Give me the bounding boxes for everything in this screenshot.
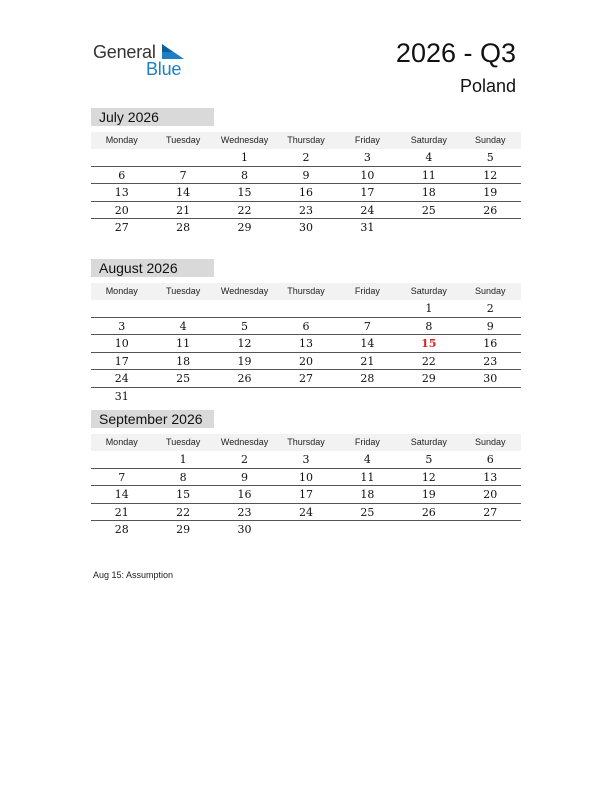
day-cell bbox=[398, 521, 459, 538]
month-title: September 2026 bbox=[91, 410, 214, 428]
day-cell: 16 bbox=[237, 488, 252, 501]
weekday-label: Thursday bbox=[287, 135, 325, 145]
day-cell: 17 bbox=[360, 186, 375, 199]
day-cell: 2 bbox=[241, 453, 249, 466]
day-cell: 13 bbox=[114, 186, 129, 199]
day-cell: 27 bbox=[483, 505, 498, 519]
day-cell: 5 bbox=[425, 453, 433, 466]
day-cell: 11 bbox=[360, 470, 375, 484]
weekday-header-row bbox=[91, 132, 521, 149]
day-cell: 8 bbox=[241, 168, 249, 182]
day-cell bbox=[91, 300, 152, 317]
weekday-label: Monday bbox=[105, 286, 138, 296]
day-cell: 20 bbox=[298, 354, 313, 368]
day-cell: 31 bbox=[360, 221, 375, 234]
weekday-label: Wednesday bbox=[220, 437, 269, 447]
day-cell: 8 bbox=[179, 470, 187, 484]
day-cell: 29 bbox=[237, 221, 252, 234]
day-cell: 4 bbox=[425, 151, 433, 164]
day-cell bbox=[337, 388, 398, 405]
day-cell: 4 bbox=[179, 319, 187, 333]
day-cell bbox=[91, 149, 152, 166]
day-cell: 19 bbox=[483, 186, 498, 199]
day-cell: 26 bbox=[483, 203, 498, 217]
day-cell bbox=[214, 388, 275, 405]
day-cell: 28 bbox=[176, 221, 191, 234]
weekday-header-row bbox=[91, 283, 521, 300]
week-row bbox=[91, 318, 521, 336]
day-cell bbox=[275, 388, 336, 405]
day-cell: 1 bbox=[179, 453, 187, 466]
day-cell: 25 bbox=[360, 505, 375, 519]
weekday-header-row bbox=[91, 434, 521, 451]
week-row bbox=[91, 202, 521, 220]
weekday-label: Tuesday bbox=[166, 286, 201, 296]
weekday-label: Wednesday bbox=[220, 135, 269, 145]
day-cell: 21 bbox=[176, 203, 191, 217]
weekday-label: Sunday bbox=[474, 135, 506, 145]
day-cell: 10 bbox=[114, 337, 129, 350]
day-cell bbox=[460, 388, 521, 405]
week-row bbox=[91, 300, 521, 318]
day-cell: 7 bbox=[363, 319, 371, 333]
week-row bbox=[91, 335, 521, 353]
week-row bbox=[91, 388, 521, 405]
month-title: July 2026 bbox=[91, 108, 214, 126]
day-cell: 28 bbox=[360, 372, 375, 385]
day-cell: 22 bbox=[176, 505, 191, 519]
day-cell: 31 bbox=[114, 389, 129, 403]
day-cell: 11 bbox=[176, 337, 191, 350]
week-row bbox=[91, 149, 521, 167]
day-cell: 26 bbox=[421, 505, 436, 519]
day-cell: 18 bbox=[176, 354, 191, 368]
month-title: August 2026 bbox=[91, 259, 214, 277]
day-cell: 22 bbox=[421, 354, 436, 368]
day-cell: 6 bbox=[486, 453, 494, 466]
day-cell: 8 bbox=[425, 319, 433, 333]
day-cell: 3 bbox=[118, 319, 126, 333]
day-cell: 9 bbox=[241, 470, 249, 484]
day-cell: 7 bbox=[118, 470, 126, 484]
day-cell: 15 bbox=[237, 186, 252, 199]
weekday-label: Wednesday bbox=[220, 286, 269, 296]
day-cell: 24 bbox=[298, 505, 313, 519]
day-cell: 6 bbox=[118, 168, 126, 182]
day-cell: 9 bbox=[486, 319, 494, 333]
day-cell: 12 bbox=[237, 337, 252, 350]
holiday-notes bbox=[93, 570, 173, 580]
day-cell: 27 bbox=[298, 372, 313, 385]
day-cell bbox=[152, 300, 213, 317]
day-cell: 18 bbox=[421, 186, 436, 199]
day-cell: 23 bbox=[483, 354, 498, 368]
day-cell: 25 bbox=[421, 203, 436, 217]
day-cell: 14 bbox=[360, 337, 375, 350]
weekday-label: Saturday bbox=[410, 135, 447, 145]
day-cell: 20 bbox=[114, 203, 129, 217]
day-cell: 4 bbox=[363, 453, 371, 466]
day-cell: 19 bbox=[421, 488, 436, 501]
day-cell: 14 bbox=[176, 186, 191, 199]
day-cell: 3 bbox=[363, 151, 371, 164]
day-cell bbox=[152, 149, 213, 166]
day-cell: 18 bbox=[360, 488, 375, 501]
day-cell bbox=[275, 300, 336, 317]
day-cell: 2 bbox=[302, 151, 310, 164]
month-july bbox=[91, 108, 521, 236]
logo-triangle-icon bbox=[162, 44, 184, 59]
month-september bbox=[91, 410, 521, 538]
week-row bbox=[91, 370, 521, 388]
day-cell: 11 bbox=[421, 168, 436, 182]
day-cell bbox=[275, 521, 336, 538]
week-row bbox=[91, 451, 521, 469]
day-cell: 24 bbox=[360, 203, 375, 217]
day-cell: 21 bbox=[360, 354, 375, 368]
day-cell bbox=[337, 521, 398, 538]
weekday-label: Friday bbox=[354, 135, 380, 145]
generalblue-logo bbox=[93, 41, 193, 81]
day-cell: 16 bbox=[483, 337, 498, 350]
week-row bbox=[91, 486, 521, 504]
weekday-label: Monday bbox=[105, 135, 138, 145]
weekday-label: Sunday bbox=[474, 286, 506, 296]
day-cell: 1 bbox=[241, 151, 249, 164]
page-title: 2026 - Q3 bbox=[395, 38, 516, 68]
day-cell: 1 bbox=[425, 302, 433, 315]
day-cell: 5 bbox=[241, 319, 249, 333]
week-row bbox=[91, 353, 521, 371]
weekday-label: Tuesday bbox=[166, 135, 201, 145]
day-cell: 7 bbox=[179, 168, 187, 182]
day-cell: 23 bbox=[298, 203, 313, 217]
logo-text-general: General bbox=[93, 42, 156, 62]
day-cell: 30 bbox=[237, 523, 252, 536]
country-name: Poland bbox=[459, 76, 516, 96]
week-row bbox=[91, 219, 521, 236]
day-cell: 27 bbox=[114, 221, 129, 234]
weekday-label: Saturday bbox=[410, 437, 447, 447]
day-cell bbox=[460, 521, 521, 538]
week-row bbox=[91, 469, 521, 487]
week-row bbox=[91, 167, 521, 185]
day-cell: 13 bbox=[483, 470, 498, 484]
day-cell: 19 bbox=[237, 354, 252, 368]
day-cell: 9 bbox=[302, 168, 310, 182]
day-cell: 22 bbox=[237, 203, 252, 217]
weekday-label: Monday bbox=[105, 437, 138, 447]
day-cell bbox=[152, 388, 213, 405]
weekday-label: Saturday bbox=[410, 286, 447, 296]
day-cell: 30 bbox=[483, 372, 498, 385]
day-cell bbox=[214, 300, 275, 317]
day-cell: 3 bbox=[302, 453, 310, 466]
day-cell: 6 bbox=[302, 319, 310, 333]
weekday-label: Sunday bbox=[474, 437, 506, 447]
day-cell: 15 bbox=[176, 488, 191, 501]
logo-text-blue: Blue bbox=[146, 59, 182, 79]
day-cell: 29 bbox=[421, 372, 436, 385]
day-cell: 26 bbox=[237, 372, 252, 385]
day-cell: 20 bbox=[483, 488, 498, 501]
weekday-label: Friday bbox=[354, 286, 380, 296]
day-cell: 21 bbox=[114, 505, 129, 519]
week-row bbox=[91, 184, 521, 202]
day-cell bbox=[398, 219, 459, 236]
day-cell bbox=[337, 300, 398, 317]
day-cell: 10 bbox=[298, 470, 313, 484]
day-cell bbox=[460, 219, 521, 236]
day-cell: 25 bbox=[176, 372, 191, 385]
weekday-label: Thursday bbox=[287, 437, 325, 447]
day-cell: 28 bbox=[114, 523, 129, 536]
week-row bbox=[91, 504, 521, 522]
day-cell: 10 bbox=[360, 168, 375, 182]
day-cell bbox=[91, 451, 152, 468]
day-cell: 30 bbox=[298, 221, 313, 234]
day-cell: 12 bbox=[421, 470, 436, 484]
day-cell bbox=[398, 388, 459, 405]
holiday-day-cell: 15 bbox=[421, 337, 437, 350]
day-cell: 23 bbox=[237, 505, 252, 519]
week-row bbox=[91, 521, 521, 538]
holiday-note: Aug 15: Assumption bbox=[93, 570, 174, 580]
day-cell: 2 bbox=[486, 302, 494, 315]
day-cell: 24 bbox=[114, 372, 129, 385]
day-cell: 5 bbox=[486, 151, 494, 164]
day-cell: 17 bbox=[298, 488, 313, 501]
day-cell: 12 bbox=[483, 168, 498, 182]
day-cell: 14 bbox=[114, 488, 129, 501]
month-august bbox=[91, 259, 521, 404]
day-cell: 13 bbox=[298, 337, 313, 350]
day-cell: 29 bbox=[176, 523, 191, 536]
weekday-label: Friday bbox=[354, 437, 380, 447]
day-cell: 17 bbox=[114, 354, 129, 368]
weekday-label: Tuesday bbox=[166, 437, 201, 447]
day-cell: 16 bbox=[298, 186, 313, 199]
weekday-label: Thursday bbox=[287, 286, 325, 296]
